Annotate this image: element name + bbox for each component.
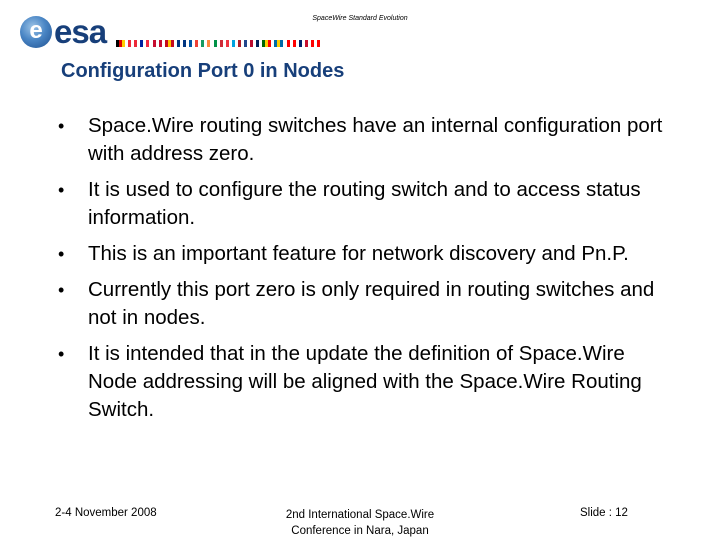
flag-icon — [274, 40, 283, 47]
flag-icon — [226, 40, 235, 47]
flag-icon — [311, 40, 320, 47]
bullet-item — [58, 240, 678, 268]
bullet-icon: • — [58, 344, 65, 364]
bullet-text: Space.Wire routing switches have an internal configuration port with address zero. — [88, 114, 663, 165]
flag-icon — [140, 40, 149, 47]
bullet-icon: • — [58, 280, 65, 300]
bullet-list — [58, 112, 678, 432]
footer-slide-number: Slide : 12 — [580, 507, 628, 519]
esa-logo — [18, 12, 118, 52]
bullet-icon: • — [58, 244, 65, 264]
bullet-icon: • — [58, 116, 65, 136]
bullet-text: It is used to configure the routing switch and to access status information. — [88, 178, 641, 229]
footer-conference — [260, 507, 460, 539]
flag-icon — [189, 40, 198, 47]
flag-icon — [214, 40, 223, 47]
flag-icon — [250, 40, 259, 47]
flag-icon — [165, 40, 174, 47]
esa-logo-icon: e — [20, 16, 52, 48]
footer-conference-line-1: 2nd International Space.Wire — [285, 509, 435, 521]
flag-icon — [299, 40, 308, 47]
footer-conference-line-2: Conference in Nara, Japan — [291, 525, 429, 537]
footer-date: 2-4 November 2008 — [55, 507, 157, 519]
bullet-icon: • — [58, 180, 65, 200]
slide-title: Configuration Port 0 in Nodes — [61, 60, 345, 82]
flag-icon — [177, 40, 186, 47]
flag-icon — [262, 40, 271, 47]
footer — [0, 507, 720, 539]
flag-icon — [201, 40, 210, 47]
bullet-item — [58, 340, 678, 424]
bullet-item — [58, 112, 678, 168]
flag-icon — [238, 40, 247, 47]
bullet-text: Currently this port zero is only required in routing switches and not in nodes. — [88, 278, 655, 329]
bullet-text: It is intended that in the update the definition of Space.Wire Node addressing will be aligned with the Space.Wire Routing Switch. — [88, 342, 642, 421]
flag-icon — [153, 40, 162, 47]
flag-icon — [128, 40, 137, 47]
header-note: SpaceWire Standard Evolution — [312, 15, 408, 22]
flag-icon — [116, 40, 125, 47]
bullet-item — [58, 176, 678, 232]
bullet-text: This is an important feature for network discovery and Pn.P. — [88, 242, 629, 265]
flag-icon — [287, 40, 296, 47]
esa-logo-text: esa — [54, 13, 107, 50]
bullet-item — [58, 276, 678, 332]
member-state-flags — [116, 40, 323, 48]
